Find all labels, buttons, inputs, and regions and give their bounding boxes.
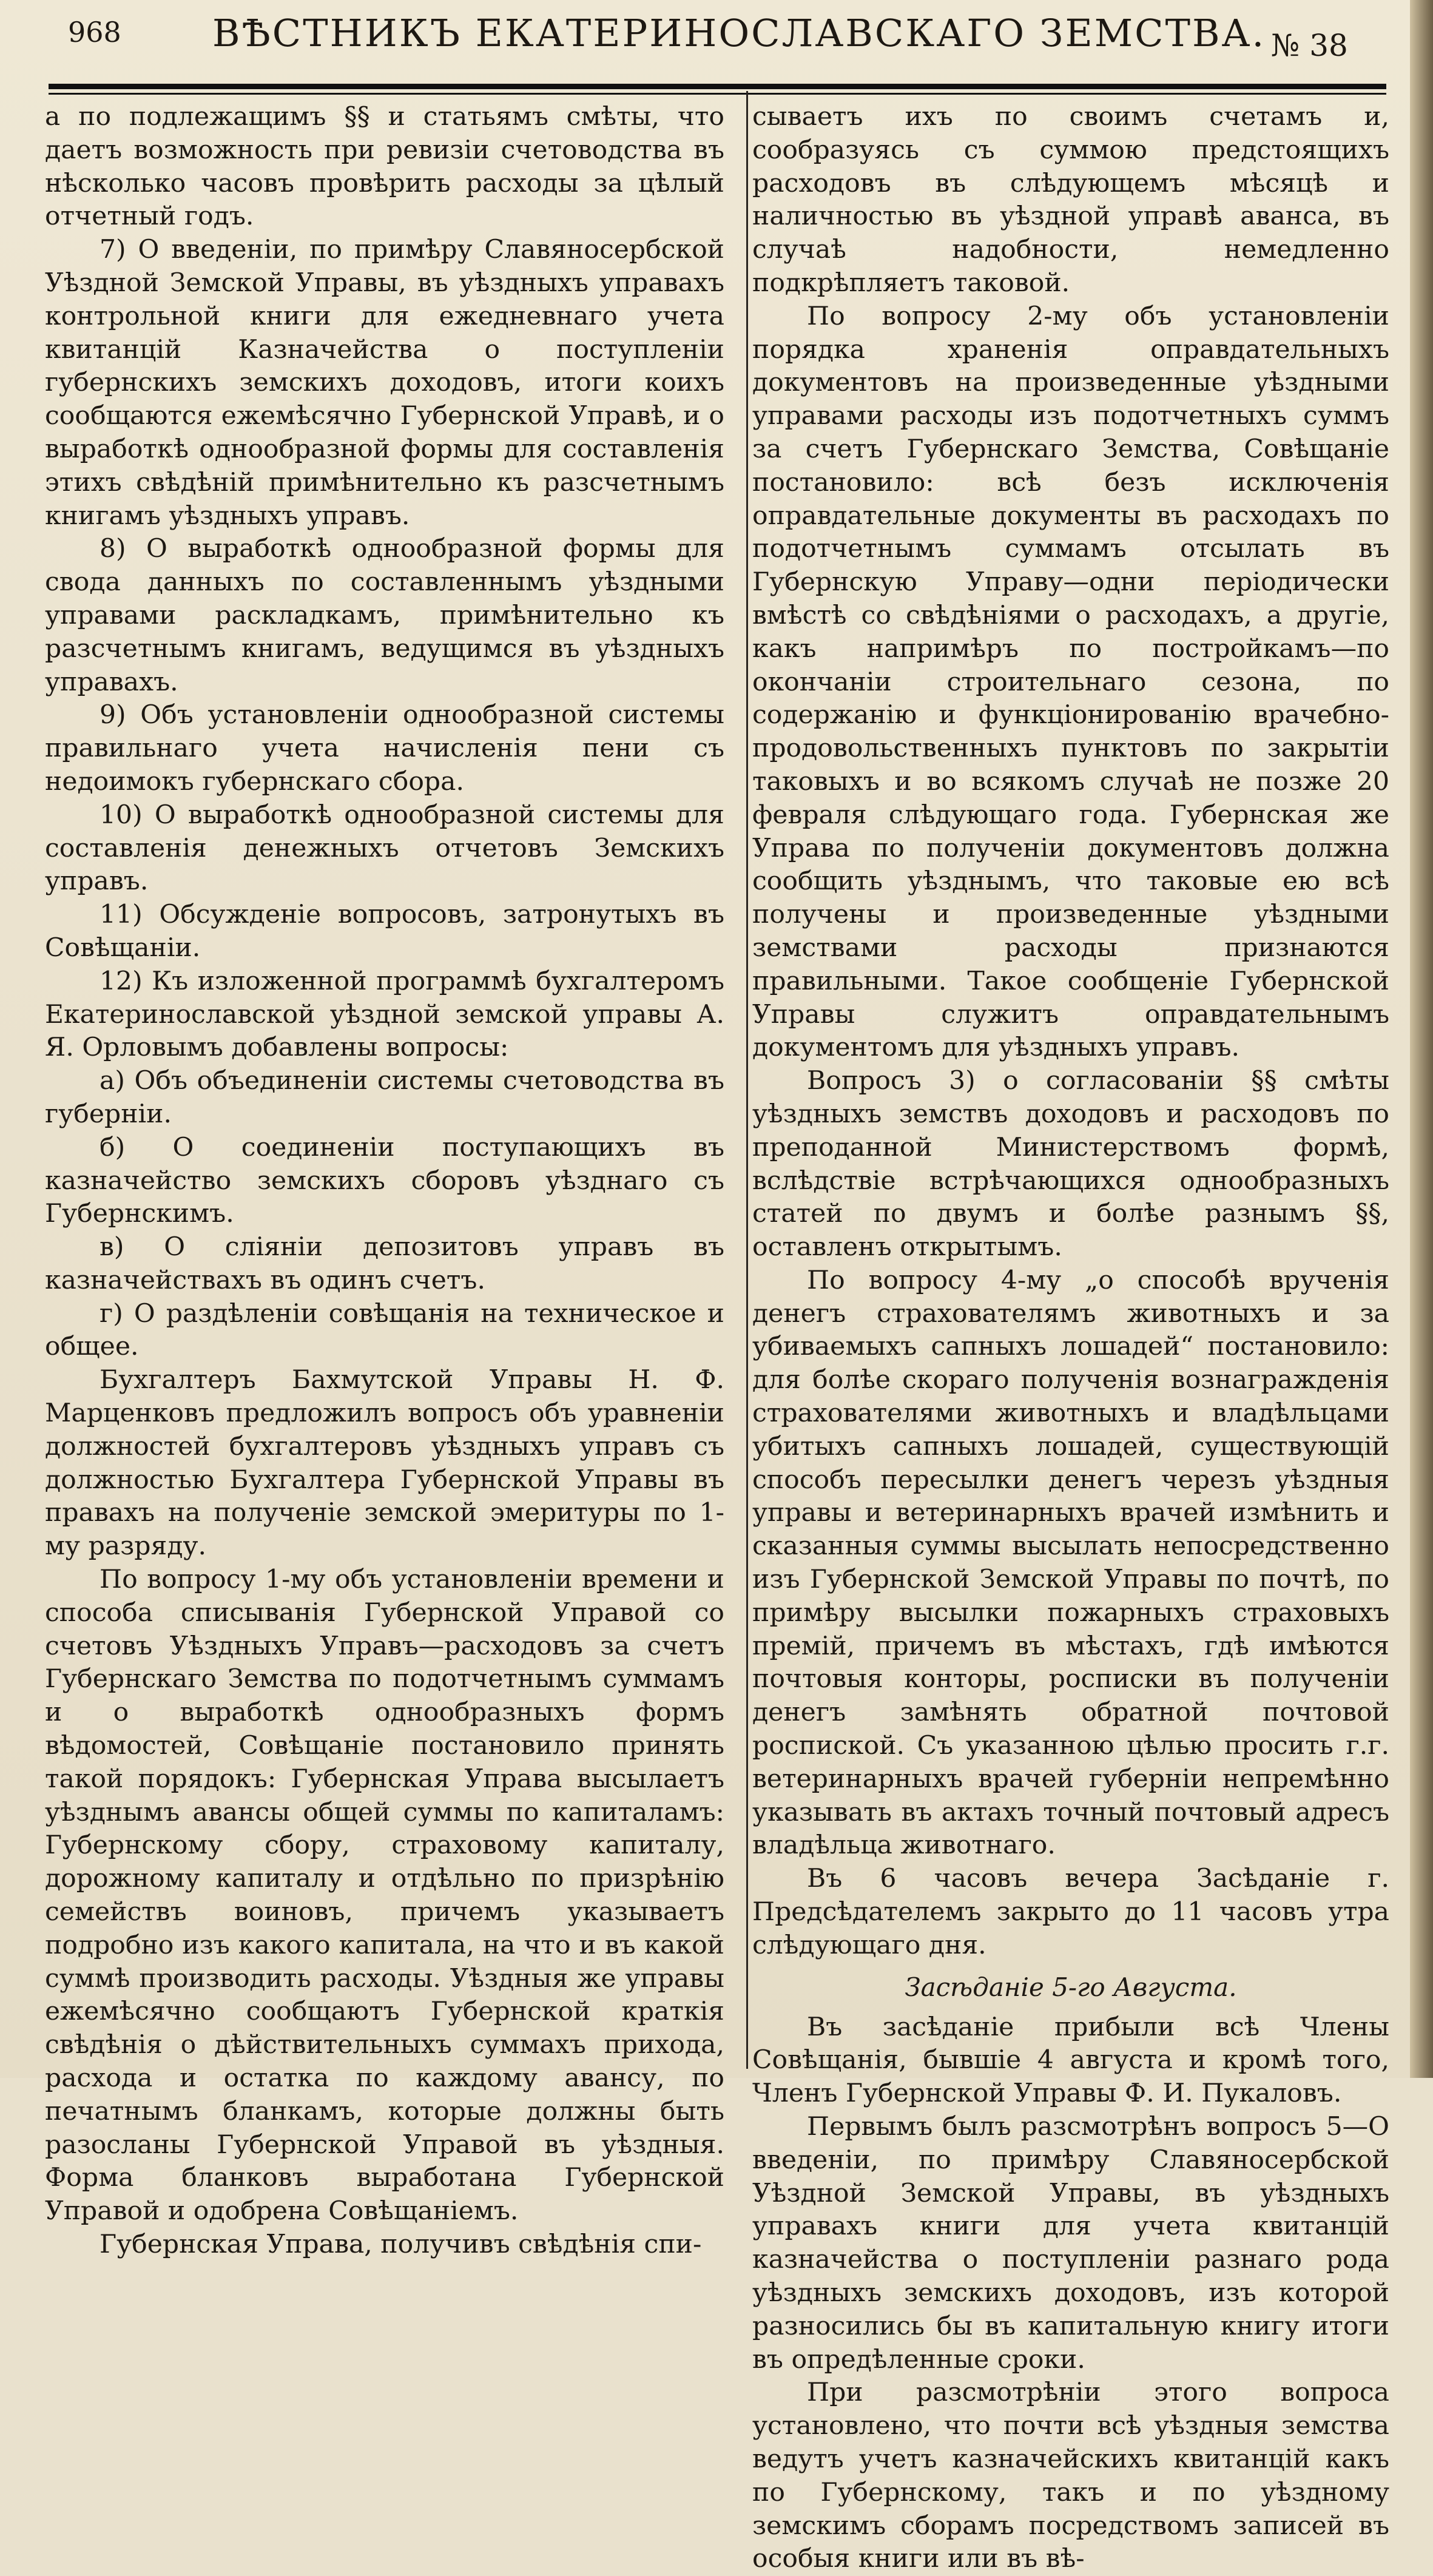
column-divider — [746, 91, 748, 2069]
binding-edge — [1410, 0, 1433, 2078]
paragraph: Вопросъ 3) о согласованіи §§ смѣты уѣздныхъ земствъ доходовъ и расходовъ по преподанной Министерствомъ формѣ, вслѣдствіе встрѣчающихся однообразныхъ статей по двумъ и болѣе разнымъ §§, оставленъ открытымъ. — [752, 1066, 1389, 1263]
paragraph: а по подлежащимъ §§ и статьямъ смѣты, что даетъ возможность при ревизіи счетоводства въ нѣсколько часовъ провѣрить расходы за цѣлый отчетный годъ. — [45, 102, 724, 232]
paragraph: 11) Обсужденіе вопросовъ, затронутыхъ въ Совѣщаніи. — [45, 900, 724, 963]
paragraph: Бухгалтеръ Бахмутской Управы Н. Ф. Марценковъ предложилъ вопросъ объ уравненіи должностей бухгалтеровъ уѣздныхъ управъ съ должностью Бухгалтера Губернской Управы въ правахъ на полученіе земской эмеритуры по 1-му разряду. — [45, 1365, 724, 1562]
issue-number: № 38 — [1271, 28, 1348, 63]
paragraph: 12) Къ изложенной программѣ бухгалтеромъ Екатеринославской уѣздной земской управы А. Я. Орловымъ добавлены вопросы: — [45, 966, 724, 1063]
right-column — [752, 101, 1389, 2576]
session-heading: Засѣданіе 5-го Августа. — [905, 1972, 1237, 2002]
paragraph: в) О сліяніи депозитовъ управъ въ казначействахъ въ одинъ счетъ. — [45, 1232, 724, 1295]
paragraph: б) О соединеніи поступающихъ въ казначейство земскихъ сборовъ уѣзднаго съ Губернскимъ. — [45, 1132, 724, 1229]
paragraph: 10) О выработкѣ однообразной системы для составленія денежныхъ отчетовъ Земскихъ управъ. — [45, 800, 724, 897]
paragraph: 9) Объ установленіи однообразной системы правильнаго учета начисленія пени съ недоимокъ губернскаго сбора. — [45, 700, 724, 797]
paragraph: Первымъ былъ разсмотрѣнъ вопросъ 5—О введеніи, по примѣру Славяносербской Уѣздной Земской Управы, въ уѣздныхъ управахъ книги для учета квитанцій казначейства о поступленіи разнаго рода уѣздныхъ земскихъ доходовъ, изъ которой разносились бы въ капитальную книгу итоги въ опредѣленные сроки. — [752, 2112, 1389, 2375]
paragraph: сываетъ ихъ по своимъ счетамъ и, сообразуясь съ суммою предстоящихъ расходовъ въ слѣдующемъ мѣсяцѣ и наличностью въ уѣздной управѣ аванса, въ случаѣ надобности, немедленно подкрѣпляетъ таковой. — [752, 102, 1389, 298]
paragraph: Губернская Управа, получивъ свѣдѣнія спи- — [99, 2230, 702, 2259]
page-number: 968 — [68, 16, 121, 49]
header-rule-thin — [49, 93, 1386, 95]
paragraph: а) Объ объединеніи системы счетоводства въ губерніи. — [45, 1066, 724, 1129]
paragraph: По вопросу 4-му „о способѣ врученія денегъ страхователямъ животныхъ и за убиваемыхъ сапныхъ лошадей“ постановило: для болѣе скораго полученія вознагражденія страхователями животныхъ и владѣльцами убитыхъ сапныхъ лошадей, существующій способъ пересылки денегъ черезъ уѣздныя управы и ветеринарныхъ врачей измѣнить и сказанныя суммы высылать непосредственно изъ Губернской Земской Управы по почтѣ, по примѣру высылки пожарныхъ страховыхъ премій, причемъ въ мѣстахъ, гдѣ имѣются почтовыя конторы, росписки въ полученіи денегъ замѣнять обратной почтовой роспиской. Съ указанною цѣлью просить г.г. ветеринарныхъ врачей губерніи непремѣнно указывать въ актахъ точный почтовый адресъ владѣльца животнаго. — [752, 1265, 1389, 1861]
journal-title: ВѢСТНИКЪ ЕКАТЕРИНОСЛАВСКАГО ЗЕМСТВА. — [212, 11, 1266, 55]
left-column — [45, 101, 724, 2262]
paragraph: г) О раздѣленіи совѣщанія на техническое и общее. — [45, 1298, 724, 1362]
paragraph: По вопросу 1-му объ установленіи времени и способа списыванія Губернской Управой со счетовъ Уѣздныхъ Управъ—расходовъ за счетъ Губернскаго Земства по подотчетнымъ суммамъ и о выработкѣ однообразныхъ формъ вѣдомостей, Совѣщаніе постановило принять такой порядокъ: Губернская Управа высылаетъ уѣзднымъ авансы общей суммы по капиталамъ: Губернскому сбору, страховому капиталу, дорожному капиталу и отдѣльно по призрѣнію семействъ воиновъ, причемъ указываетъ подробно изъ какого капитала, на что и въ какой суммѣ производить расходы. Уѣздныя же управы ежемѣсячно сообщаютъ Губернской краткія свѣдѣнія о дѣйствительныхъ суммахъ прихода, расхода и остатка по каждому авансу, по печатнымъ бланкамъ, которые должны быть разосланы Губернской Управой въ уѣздныя. Форма бланковъ выработана Губернской Управой и одобрена Совѣщаніемъ. — [45, 1565, 724, 2227]
paragraph: 8) О выработкѣ однообразной формы для свода данныхъ по составленнымъ уѣздными управами раскладкамъ, примѣнительно къ разсчетнымъ книгамъ, ведущимся въ уѣздныхъ управахъ. — [45, 534, 724, 697]
paragraph: По вопросу 2-му объ установленіи порядка храненія оправдательныхъ документовъ на произведенные уѣздными управами расходы изъ подотчетныхъ суммъ за счетъ Губернскаго Земства, Совѣщаніе постановило: всѣ безъ исключенія оправдательные документы въ расходахъ по подотчетнымъ суммамъ отсылать въ Губернскую Управу—одни періодически вмѣстѣ со свѣдѣніями о расходахъ, а другіе, какъ напримѣръ по постройкамъ—по окончаніи строительнаго сезона, по содержанію и функціонированію врачебно-продовольственныхъ пунктовъ по закрытіи таковыхъ и во всякомъ случаѣ не позже 20 февраля слѣдующаго года. Губернская же Управа по полученіи документовъ должна сообщить уѣзднымъ, что таковые ею всѣ получены и произведенные уѣздными земствами расходы признаются правильными. Такое сообщеніе Губернской Управы служитъ оправдательнымъ документомъ для уѣздныхъ управъ. — [752, 301, 1389, 1063]
paragraph: Въ засѣданіе прибыли всѣ Члены Совѣщанія, бывшіе 4 августа и кромѣ того, Членъ Губернской Управы Ф. И. Пукаловъ. — [752, 2012, 1389, 2109]
header-rule-thick — [49, 84, 1386, 89]
paragraph: При разсмотрѣніи этого вопроса установлено, что почти всѣ уѣздныя земства ведутъ учетъ казначейскихъ квитанцій какъ по Губернскому, такъ и по уѣздному земскимъ сборамъ посредствомъ записей въ особыя книги или въ вѣ- — [752, 2378, 1389, 2574]
paragraph: 7) О введеніи, по примѣру Славяносербской Уѣздной Земской Управы, въ уѣздныхъ управахъ контрольной книги для ежедневнаго учета квитанцій Казначейства о поступленіи губернскихъ земскихъ доходовъ, итоги коихъ сообщаются ежемѣсячно Губернской Управѣ, и о выработкѣ однообразной формы для составленія этихъ свѣдѣній примѣнительно къ разсчетнымъ книгамъ уѣздныхъ управъ. — [45, 235, 724, 531]
paragraph: Въ 6 часовъ вечера Засѣданіе г. Предсѣдателемъ закрыто до 11 часовъ утра слѣдующаго дня. — [752, 1864, 1389, 1960]
